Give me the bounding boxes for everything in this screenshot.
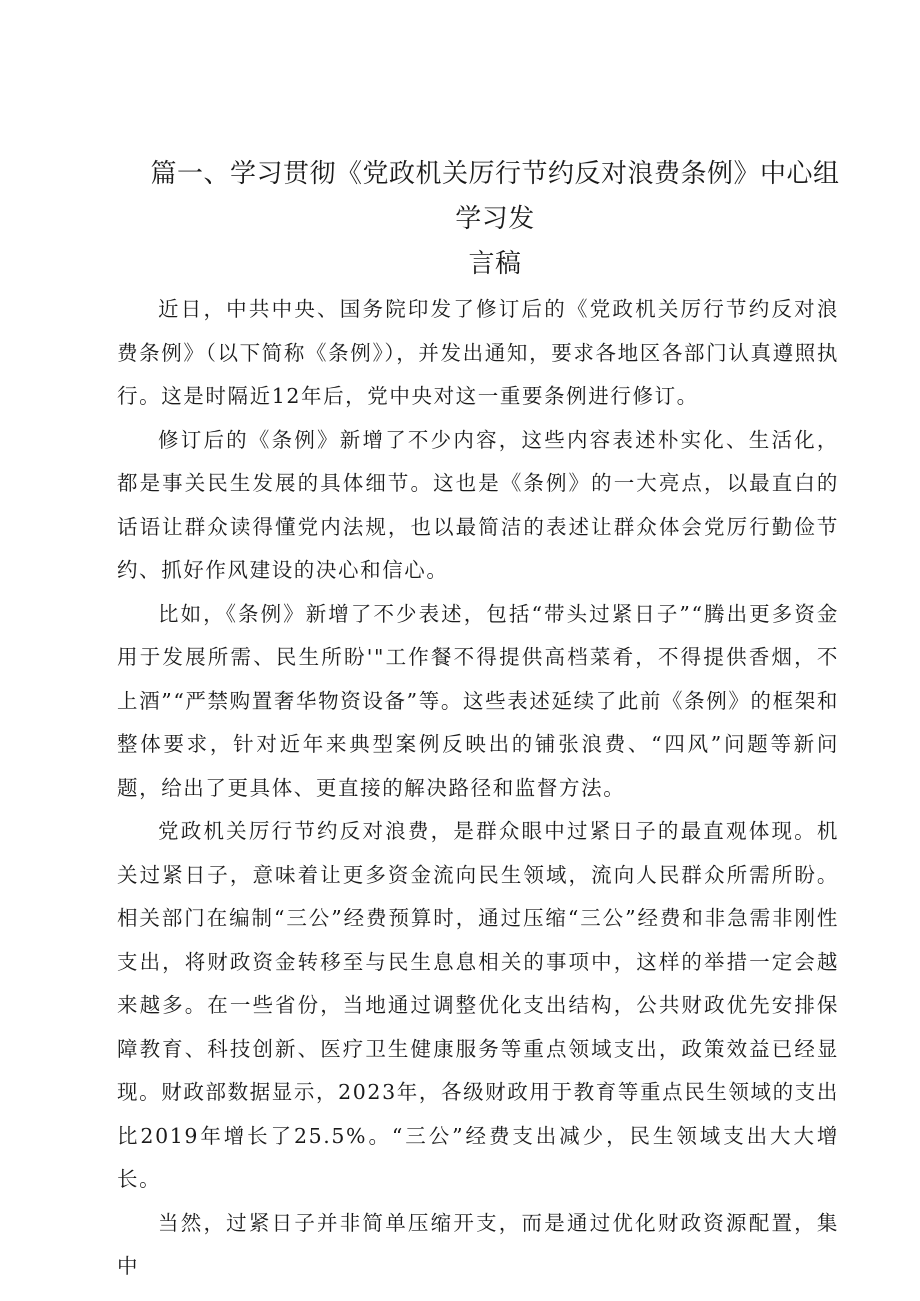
document-body xyxy=(117,288,839,1289)
paragraph-2: 修订后的《条例》新增了不少内容，这些内容表述朴实化、生活化，都是事关民生发展的具体细节。这也是《条例》的一大亮点，以最直白的话语让群众读得懂党内法规，也以最简洁的表述让群众体会党厉行勤俭节约、抓好作风建设的决心和信心。 xyxy=(117,427,839,582)
paragraph-5: 当然，过紧日子并非简单压缩开支，而是通过优化财政资源配置，集中 xyxy=(117,1210,839,1278)
title-line-1: 篇一、学习贯彻《党政机关厉行节约反对浪费条例》中心组学习发 xyxy=(150,159,840,234)
paragraph-1: 近日，中共中央、国务院印发了修订后的《党政机关厉行节约反对浪费条例》（以下简称《条例》），并发出通知，要求各地区各部门认真遵照执行。这是时隔近12年后，党中央对这一重要条例进行修订。 xyxy=(117,297,839,408)
paragraph-4: 党政机关厉行节约反对浪费，是群众眼中过紧日子的最直观体现。机关过紧日子，意味着让更多资金流向民生领域，流向人民群众所需所盼。相关部门在编制“三公”经费预算时，通过压缩“三公”经费和非急需非刚性支出，将财政资金转移至与民生息息相关的事项中，这样的举措一定会越来越多。在一些省份，当地通过调整优化支出结构，公共财政优先安排保障教育、科技创新、医疗卫生健康服务等重点领域支出，政策效益已经显现。财政部数据显示，2023年，各级财政用于教育等重点民生领域的支出比2019年增长了25.5%。“三公”经费支出减少，民生领域支出大大增长。 xyxy=(117,819,839,1191)
page-title xyxy=(150,152,840,287)
paragraph-3: 比如，《条例》新增了不少表述，包括“带头过紧日子”“腾出更多资金用于发展所需、民生所盼'"工作餐不得提供高档菜肴，不得提供香烟，不上酒”“严禁购置奢华物资设备”等。这些表述延续了此前《条例》的框架和整体要求，针对近年来典型案例反映出的铺张浪费、“四风”问题等新问题，给出了更具体、更直接的解决路径和监督方法。 xyxy=(117,601,839,800)
title-line-2: 言稿 xyxy=(468,249,522,279)
